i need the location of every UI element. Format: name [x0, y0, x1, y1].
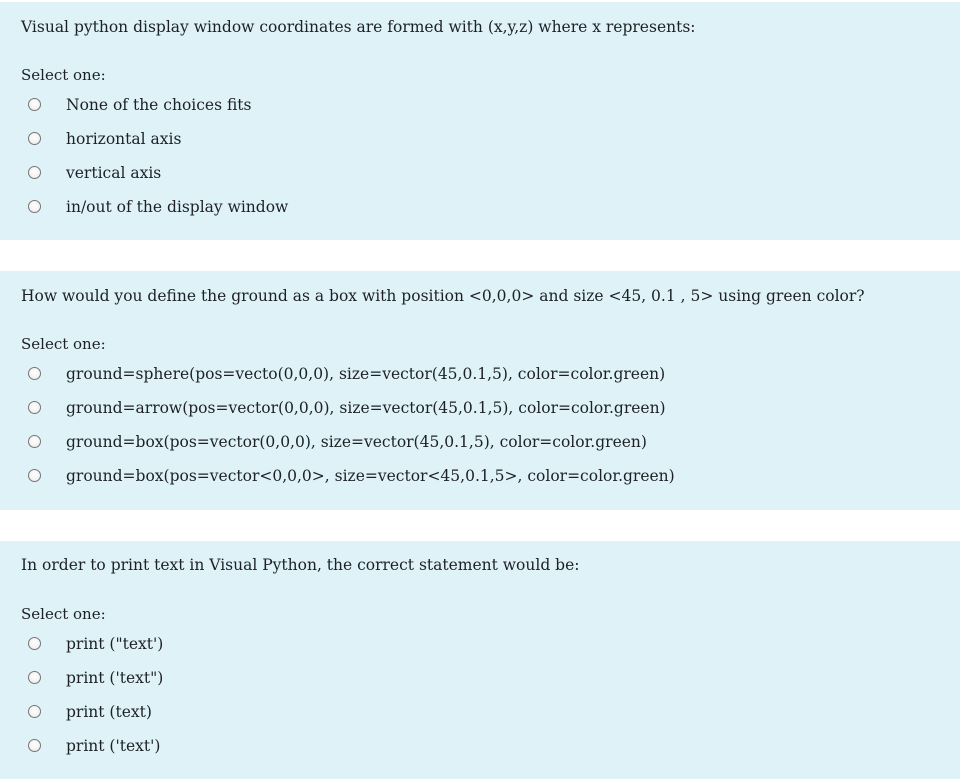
answer-list [0, 629, 960, 765]
radio-button-icon[interactable] [28, 367, 41, 380]
radio-button-icon[interactable] [28, 469, 41, 482]
select-one-prompt: Select one: [21, 335, 106, 353]
radio-button-icon[interactable] [28, 435, 41, 448]
answer-label[interactable]: ground=sphere(pos=vecto(0,0,0), size=vector(45,0.1,5), color=color.green) [66, 365, 666, 383]
question-card-3 [0, 541, 960, 779]
answer-label[interactable]: print ('text') [66, 737, 161, 755]
answer-label[interactable]: ground=arrow(pos=vector(0,0,0), size=vector(45,0.1,5), color=color.green) [66, 399, 666, 417]
answer-option-b[interactable] [0, 663, 960, 697]
question-text: How would you define the ground as a box with position <0,0,0> and size <45, 0.1 , 5> using green color? [21, 287, 865, 305]
answer-option-a[interactable] [0, 90, 960, 124]
answer-label[interactable]: ground=box(pos=vector(0,0,0), size=vector(45,0.1,5), color=color.green) [66, 433, 647, 451]
radio-button-icon[interactable] [28, 637, 41, 650]
select-one-prompt: Select one: [21, 605, 106, 623]
answer-option-c[interactable] [0, 158, 960, 192]
answer-label[interactable]: ground=box(pos=vector<0,0,0>, size=vector<45,0.1,5>, color=color.green) [66, 467, 675, 485]
radio-button-icon[interactable] [28, 98, 41, 111]
answer-label[interactable]: print ("text') [66, 635, 164, 653]
answer-option-c[interactable] [0, 427, 960, 461]
answer-label[interactable]: print ('text") [66, 669, 164, 687]
question-text: Visual python display window coordinates are formed with (x,y,z) where x represents: [21, 18, 696, 36]
radio-button-icon[interactable] [28, 705, 41, 718]
answer-list [0, 359, 960, 495]
radio-button-icon[interactable] [28, 132, 41, 145]
answer-label[interactable]: None of the choices fits [66, 96, 252, 114]
radio-button-icon[interactable] [28, 671, 41, 684]
answer-option-d[interactable] [0, 461, 960, 495]
answer-option-c[interactable] [0, 697, 960, 731]
answer-label[interactable]: in/out of the display window [66, 198, 289, 216]
question-card-2 [0, 271, 960, 510]
radio-button-icon[interactable] [28, 401, 41, 414]
answer-option-a[interactable] [0, 629, 960, 663]
answer-option-b[interactable] [0, 393, 960, 427]
answer-option-a[interactable] [0, 359, 960, 393]
question-card-1 [0, 2, 960, 240]
select-one-prompt: Select one: [21, 66, 106, 84]
radio-button-icon[interactable] [28, 200, 41, 213]
radio-button-icon[interactable] [28, 166, 41, 179]
question-text: In order to print text in Visual Python, the correct statement would be: [21, 556, 580, 574]
answer-option-d[interactable] [0, 192, 960, 226]
answer-list [0, 90, 960, 226]
answer-option-b[interactable] [0, 124, 960, 158]
answer-option-d[interactable] [0, 731, 960, 765]
answer-label[interactable]: print (text) [66, 703, 152, 721]
answer-label[interactable]: horizontal axis [66, 130, 182, 148]
answer-label[interactable]: vertical axis [66, 164, 162, 182]
radio-button-icon[interactable] [28, 739, 41, 752]
